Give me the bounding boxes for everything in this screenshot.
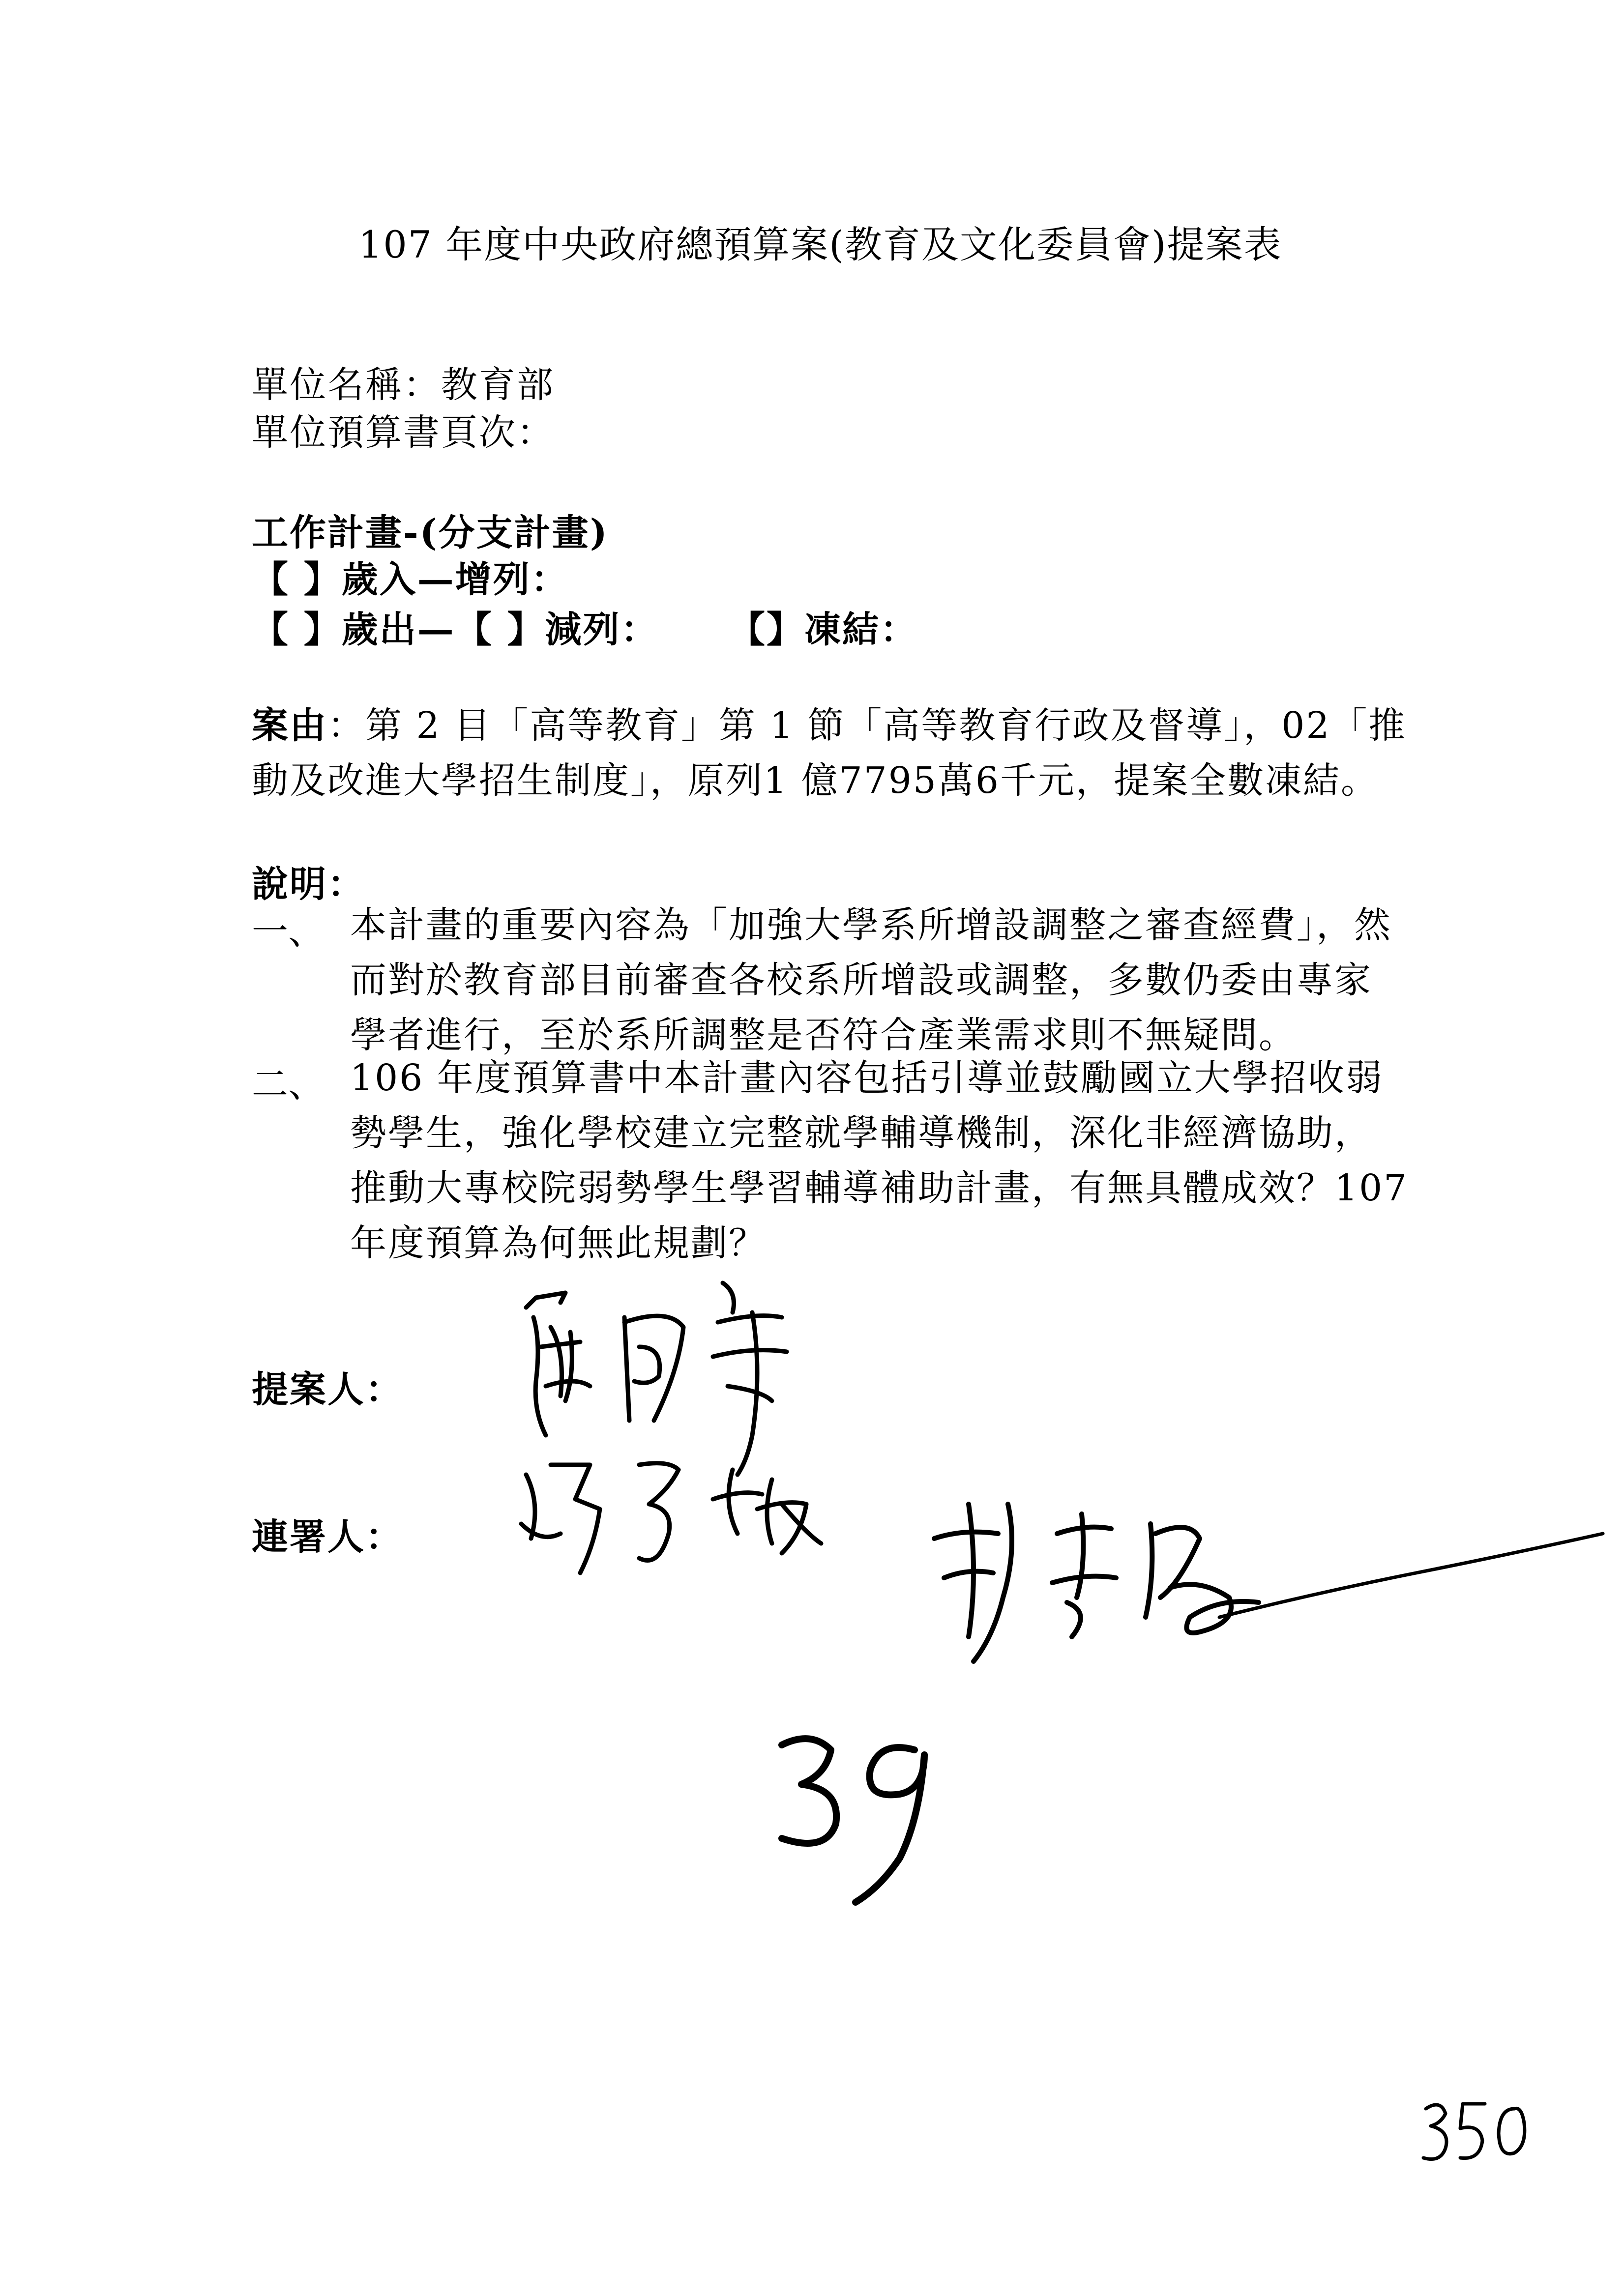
explanation-label: 說明：: [252, 863, 365, 905]
item-1-marker: 一、: [252, 910, 325, 953]
item-2-line-4: 年度預算為何無此規劃？: [350, 1222, 767, 1264]
item-1-line-1: 本計畫的重要內容為「加強大學系所增設調整之審查經費」，然: [350, 904, 1392, 946]
proposer-label: 提案人：: [252, 1368, 403, 1411]
unit-name-row: [252, 356, 555, 408]
item-2-marker: 二、: [252, 1063, 325, 1105]
case-reason-line-2: 動及改進大學招生制度」，原列1 億7795萬6千元，提案全數凍結。: [252, 759, 1379, 802]
freeze-row: 【】凍結：: [729, 609, 918, 651]
cosigner-signature-2: [924, 1475, 1613, 1691]
case-reason-label: 案由: [252, 704, 327, 747]
handwritten-page-number: [767, 1720, 944, 1907]
document-title: 107 年度中央政府總預算案(教育及文化委員會)提案表: [358, 223, 1282, 266]
unit-name-label: 單位名稱：: [252, 364, 441, 406]
case-reason: [252, 698, 1406, 808]
cosigner-label: 連署人：: [252, 1516, 403, 1558]
income-increase-row: 【 】歲入—增列：: [252, 558, 569, 601]
item-2-line-3: 推動大專校院弱勢學生學習輔導補助計畫，有無具體成效？107: [350, 1167, 1409, 1209]
handwritten-corner-number: [1416, 2089, 1534, 2178]
cosigner-signature-1: [506, 1435, 860, 1593]
explanation-item-1: [350, 898, 1392, 1063]
expense-decrease-row: 【 】歲出—【 】減列：: [252, 609, 659, 651]
unit-page-label: 單位預算書頁次：: [252, 411, 555, 454]
work-plan-heading: 工作計畫-(分支計畫): [252, 512, 609, 554]
unit-name-value: 教育部: [441, 364, 555, 406]
item-1-line-3: 學者進行，至於系所調整是否符合產業需求則不無疑問。: [350, 1014, 1297, 1056]
item-2-line-2: 勢學生，強化學校建立完整就學輔導機制，深化非經濟協助，: [350, 1112, 1372, 1154]
item-1-line-2: 而對於教育部目前審查各校系所增設或調整，多數仍委由專家: [350, 959, 1372, 1001]
item-2-line-1: 106 年度預算書中本計畫內容包括引導並鼓勵國立大學招收弱: [350, 1057, 1384, 1099]
explanation-item-2: [350, 1050, 1408, 1271]
case-reason-line-1: 案由：第 2 目「高等教育」第 1 節「高等教育行政及督導」，02「推: [252, 704, 1407, 747]
